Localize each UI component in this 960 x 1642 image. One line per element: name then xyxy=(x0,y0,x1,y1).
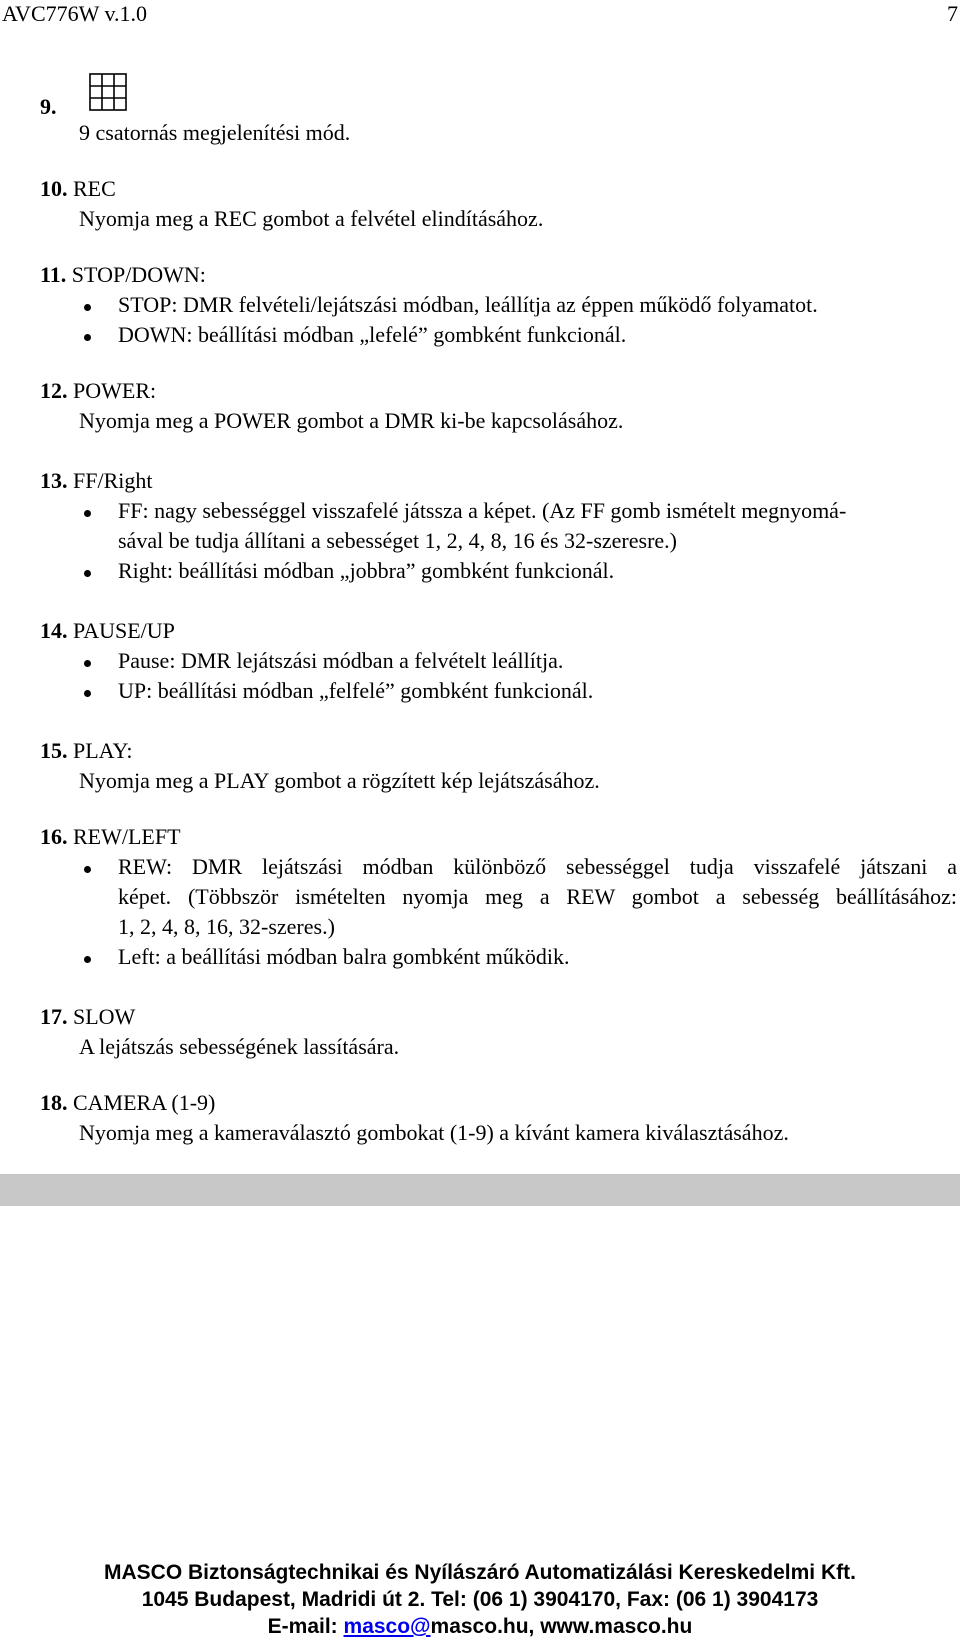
bullet-text: DOWN: beállítási módban „lefelé” gombként funkcionál. xyxy=(118,322,627,347)
footer-company: MASCO Biztonságtechnikai és Nyílászáró Automatizálási Kereskedelmi Kft. xyxy=(104,1561,856,1584)
item-heading xyxy=(40,616,175,646)
bullet-icon xyxy=(84,866,91,873)
footer-address: 1045 Budapest, Madridi út 2. Tel: (06 1) 3904170, Fax: (06 1) 3904173 xyxy=(141,1588,819,1611)
item-body: Nyomja meg a kameraválasztó gombokat (1-9) a kívánt kamera kiválasztásához. xyxy=(79,1120,789,1145)
nine-grid-icon xyxy=(89,73,127,111)
footer-websites: masco.hu, www.masco.hu xyxy=(430,1615,693,1638)
item-body: 9 csatornás megjelenítési mód. xyxy=(79,120,351,145)
bullet-icon xyxy=(84,956,91,963)
item-title: FF/Right xyxy=(73,468,153,493)
item-heading xyxy=(40,260,206,290)
bullet-text-continued: képet. (Többször ismételten nyomja meg a REW gombot a sebesség beállításához: xyxy=(118,884,957,909)
bullet-icon xyxy=(84,334,91,341)
bullet-text-continued: sával be tudja állítani a sebességet 1, 2, 4, 8, 16 és 32-szeresre.) xyxy=(118,528,677,553)
item-body: Nyomja meg a REC gombot a felvétel elindításához. xyxy=(79,206,544,231)
bullet-icon xyxy=(84,510,91,517)
item-number: 16. xyxy=(40,824,68,849)
item-number: 9. xyxy=(40,94,57,119)
item-heading xyxy=(40,466,152,496)
page-header xyxy=(0,0,960,28)
item-title: REW/LEFT xyxy=(73,824,181,849)
page-number: 7 xyxy=(947,1,958,26)
item-heading xyxy=(40,376,156,406)
item-number: 13. xyxy=(40,468,68,493)
item-title: STOP/DOWN: xyxy=(71,262,206,287)
email-link[interactable]: masco@ xyxy=(343,1615,431,1638)
item-title: PAUSE/UP xyxy=(73,618,175,643)
bullet-icon xyxy=(84,660,91,667)
footer-email-label: E-mail: xyxy=(267,1615,344,1638)
item-number: 12. xyxy=(40,378,68,403)
item-number: 11. xyxy=(40,262,67,287)
item-heading xyxy=(40,174,116,204)
bullet-text: FF: nagy sebességgel visszafelé játssza a képet. (Az FF gomb ismételt megnyomá- xyxy=(118,498,847,523)
item-heading xyxy=(40,1002,135,1032)
item-number: 17. xyxy=(40,1004,68,1029)
item-body: Nyomja meg a POWER gombot a DMR ki-be kapcsolásához. xyxy=(79,408,624,433)
footer-contact xyxy=(0,1612,960,1641)
item-title: REC xyxy=(73,176,116,201)
bullet-icon xyxy=(84,570,91,577)
item-body: A lejátszás sebességének lassítására. xyxy=(79,1034,400,1059)
bullet-icon xyxy=(84,690,91,697)
bullet-text: Pause: DMR lejátszási módban a felvételt leállítja. xyxy=(118,648,564,673)
bullet-text: STOP: DMR felvételi/lejátszási módban, leállítja az éppen működő folyamatot. xyxy=(118,292,818,317)
document-version: AVC776W v.1.0 xyxy=(2,1,148,26)
item-number: 18. xyxy=(40,1090,68,1115)
item-title: CAMERA (1-9) xyxy=(73,1090,216,1115)
item-body: Nyomja meg a PLAY gombot a rögzített kép lejátszásához. xyxy=(79,768,600,793)
bullet-text: Left: a beállítási módban balra gombként működik. xyxy=(118,944,570,969)
bullet-text: UP: beállítási módban „felfelé” gombként funkcionál. xyxy=(118,678,594,703)
item-title: POWER: xyxy=(73,378,157,403)
item-number: 14. xyxy=(40,618,68,643)
bullet-icon xyxy=(84,304,91,311)
item-heading xyxy=(40,736,133,766)
bullet-text-continued: 1, 2, 4, 8, 16, 32-szeres.) xyxy=(118,914,335,939)
item-title: PLAY: xyxy=(73,738,133,763)
item-number: 10. xyxy=(40,176,68,201)
item-heading xyxy=(40,822,181,852)
section-divider-band xyxy=(0,1174,960,1206)
bullet-text: REW: DMR lejátszási módban különböző sebességgel tudja visszafelé játszani a xyxy=(118,854,957,879)
bullet-text: Right: beállítási módban „jobbra” gombként funkcionál. xyxy=(118,558,615,583)
item-heading xyxy=(40,1088,215,1118)
item-title: SLOW xyxy=(73,1004,136,1029)
item-number: 15. xyxy=(40,738,68,763)
